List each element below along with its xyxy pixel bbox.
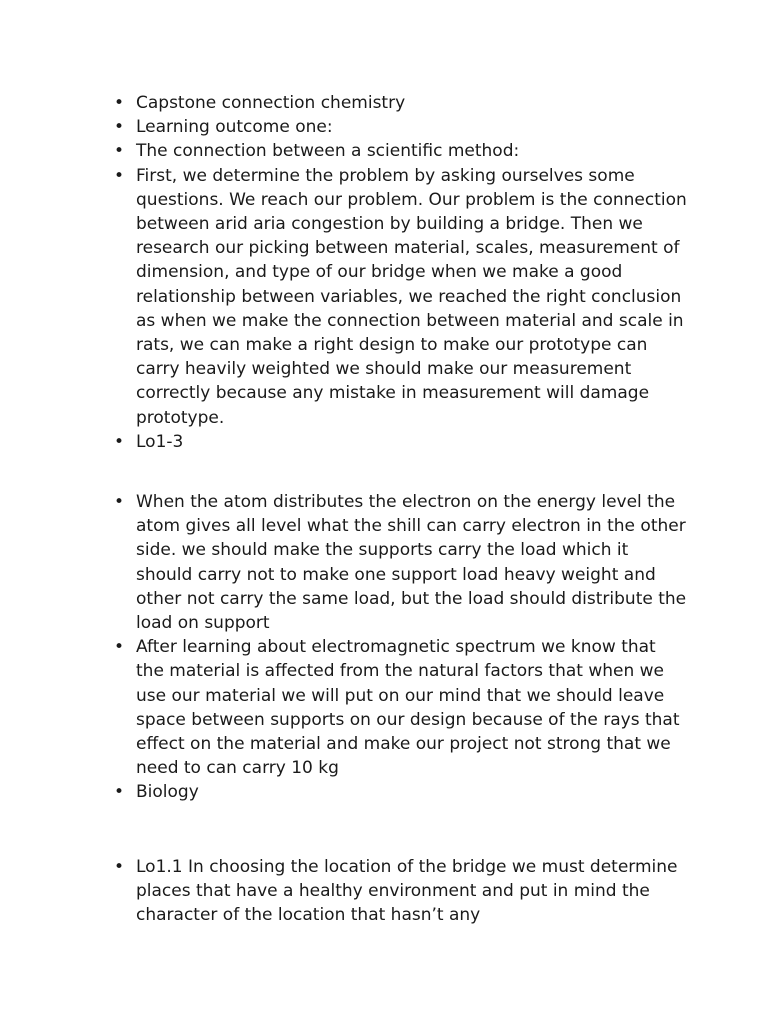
list-item-text: When the atom distributes the electron on the energy level the atom gives all level what the shill can carry electron in the other side. we should make the supports carry the load which it should carry not to make one support load heavy weight and other not carry the same load, but the load should distribute the load on support	[136, 492, 687, 634]
list-item	[136, 430, 688, 454]
list-item	[136, 635, 688, 780]
bullet-icon	[113, 855, 125, 879]
list-item-text: Lo1.1 In choosing the location of the bridge we must determine places that have a healthy environment and put in mind the character of the location that hasn’t any	[136, 857, 678, 926]
list-item	[136, 115, 688, 139]
list-item	[136, 91, 688, 115]
bullet-list-chemistry	[136, 91, 688, 454]
bullet-icon	[113, 91, 125, 115]
list-item	[136, 780, 688, 804]
bullet-icon	[113, 115, 125, 139]
list-item	[136, 855, 688, 928]
bullet-icon	[113, 490, 125, 514]
bullet-list-physics	[136, 490, 688, 805]
bullet-icon	[113, 164, 125, 188]
list-item	[136, 139, 688, 163]
list-item	[136, 164, 688, 430]
list-item-text: Lo1-3	[136, 431, 184, 452]
list-item-text: Learning outcome one:	[136, 117, 333, 138]
list-item-text: After learning about electromagnetic spectrum we know that the material is affected from the natural factors that when we use our material we will put on our mind that we should leave space between supports on our design because of the rays that effect on the material and make our project not strong that we need to can carry 10 kg	[136, 637, 680, 779]
list-item-text: First, we determine the problem by asking ourselves some questions. We reach our problem. Our problem is the connection between arid aria congestion by building a bridge. Then we research our picking between material, scales, measurement of dimension, and type of our bridge when we make a good relationship between variables, we reached the right conclusion as when we make the connection between material and scale in rats, we can make a right design to make our prototype can carry heavily weighted we should make our measurement correctly because any mistake in measurement will damage prototype.	[136, 165, 687, 428]
bullet-icon	[113, 635, 125, 659]
bullet-icon	[113, 430, 125, 454]
list-item-text: The connection between a scientific method:	[136, 141, 520, 162]
list-item-text: Biology	[136, 782, 199, 803]
list-item	[136, 490, 688, 635]
bullet-icon	[113, 780, 125, 804]
bullet-icon	[113, 139, 125, 163]
list-item-text: Capstone connection chemistry	[136, 93, 406, 113]
bullet-list-biology	[136, 855, 688, 928]
